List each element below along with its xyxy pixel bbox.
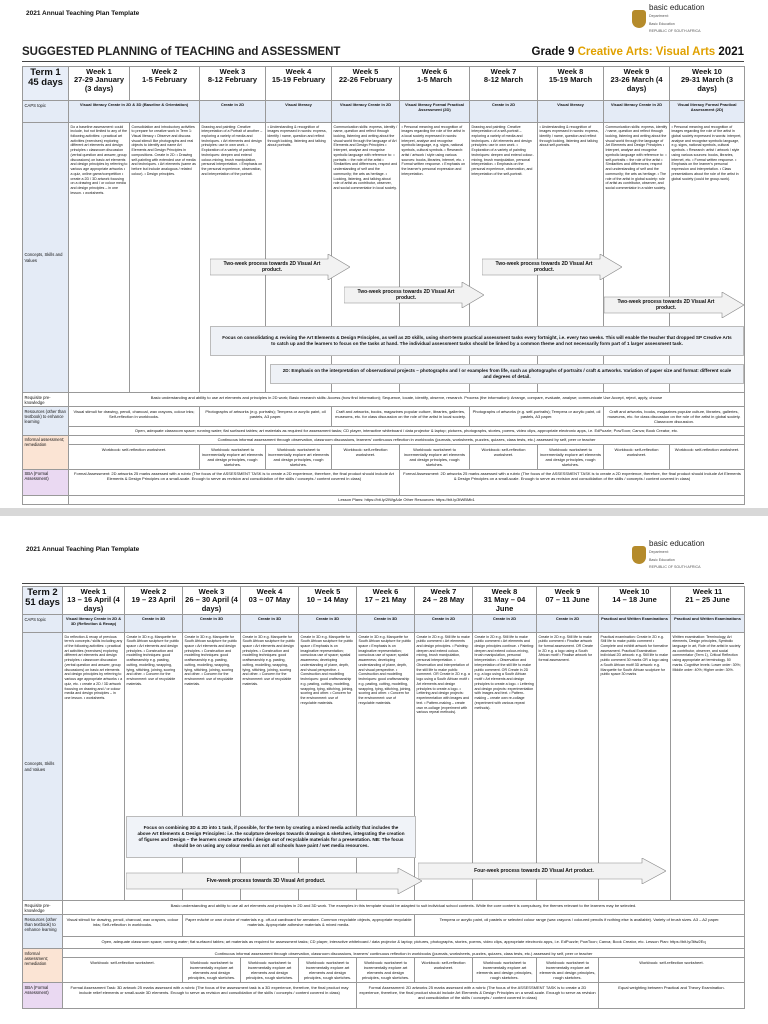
week-header: Week 5 22-26 February (332, 67, 400, 101)
caps-topic: Visual literacy Create in 2D & 3D (Baseline & Orientation) (69, 101, 200, 123)
week-header: Week 2 1-5 February (130, 67, 200, 101)
caps-topic: Create in 3D (241, 615, 299, 633)
week-header: Week 10 29-31 March (3 days) (670, 67, 745, 101)
coat-of-arms-icon (632, 10, 646, 28)
informal-item: Workbook: self-reflection worksheet. (670, 445, 745, 470)
caps-topic-label: CAPS topic (23, 101, 69, 123)
logo-sub: Department: (649, 550, 669, 555)
caps-topic: Visual literacy (266, 101, 332, 123)
sba-task: Formal Assessment: 2D artworks 25 marks assessed with a rubric (The focus of the ASSESSMENT TASK is to create a 2D experience, therefore, the final product should include Art Elements & Design Principles on a small-scale. Enough to serve as revision and consolidation of the skills / concepts / content covered in class) (357, 983, 599, 1009)
week-content: • Personal meaning and recognition of images regarding the role of the artist in a local society expressed in words: interpret, analyse and recognise symbolic language, e.g. signs, national symbols, cultural symbols. • Research: artist / artwork / style using various sources: books, libraries, internet, etc. • Formal written response. • Emphasis on the learner's personal expression and interpretation. (400, 123, 470, 393)
informal-item: Workbook: self-reflection worksheet. (63, 958, 183, 983)
prereq-text: Basic understanding and ability to use all art elements and principles in 2D and 3D work. The examples in this template should be adapted to suit individual school contexts. While the core content is compulsory, the themes relevant to the learners may be selected. (63, 901, 745, 915)
resources-label: Resources (other than textbook) to enhance learning (23, 407, 69, 436)
caps-topic: Visual literacy Create in 2D & 3D (Reflection & Recap) (63, 615, 125, 633)
logo-sub: REPUBLIC OF SOUTH AFRICA (649, 564, 701, 569)
caps-topic: Create in 2D (470, 101, 538, 123)
week-content: Create in 2D e.g. Still life to make public comment • Art elements and design principles. • Painting: deepen and extend colour-mixing, brush manipulation, personal interpretation. • Observation and interpretation of the still life to make public comment. OR Create in 2D e.g. a logo using a South African motif • Art elements and design principles to create a logo. • Lettering and design projects: experimentation with images and text. • Pattern-making – create own re-collage (experiment with various repeat methods). (415, 633, 473, 901)
week-content: Create in 2D e.g. Still life to make public comment • Finalise artwork for formal assessment. OR Create in 2D e.g. a logo using a South African motif • Finalise artwork for formal assessment. (537, 633, 599, 901)
informal-item: Workbook: worksheet to incrementally explore art elements and design principles, rough sketches. (299, 958, 357, 983)
resource-item: Paper mâché or own choice of materials e.g. off-cut cardboard for armature. Common recyclable objects, appropriate recyclable materials. Appropriate adhesive materials & mixed media. (183, 915, 415, 937)
page-title: SUGGESTED PLANNING of TEACHING and ASSESSMENT (22, 46, 341, 58)
caps-topic: Visual literacy Formal Practical Assessment (2D) (400, 101, 470, 123)
page-separator (0, 508, 768, 516)
term-header: Term 2 51 days (23, 587, 63, 615)
dbe-logo (632, 538, 740, 569)
resource-item: Visual stimuli for drawing, pencil, charcoal, wax crayons, colour inks; Self-reflection in workbooks. (69, 407, 200, 427)
informal-top: Continuous informal assessment through observation, classroom discussions, learners' continuous reflection in workbooks (journals, worksheets, puzzles, quizzes, class tests, etc.) assessed by self, peer or teacher (69, 435, 745, 444)
caps-topic: Create in 3D (357, 615, 415, 633)
resource-item: Craft and artworks, books, magazines popular culture, libraries, galleries, museums, etc. for class discussion on the role of the artist in global society. Classroom discussion. (604, 407, 745, 427)
week-header: Week 9 07 – 11 June (537, 587, 599, 615)
caps-topic-label: CAPS topic (23, 615, 63, 633)
week-content: Consolidation and introductory activities to prepare for creative work in Term 1: Visual literacy • Observe and discuss visual stimuli like photographs and real objects to identify and name Art Elements and Design Principles in compositions. Create in 2D: • Drawing self-painting with extended use of media and techniques. • Art elements (same as before but include analogous / related colour). • Design principles. (130, 123, 200, 393)
caps-topic: Visual literacy Formal Practical Assessment (2D) (670, 101, 745, 123)
prereq-text: Basic understanding and ability to use art elements and principles in 2D work; Basic research skills: Access (how find information); Sequence, locate, identify, observe, research. Process (the information): Arrange, compare, evaluate, analyse; communicate Use Accept, reject, apply, choose (69, 393, 745, 407)
sba-task: Formal Assessment Task: 3D artwork 25 marks assessed with a rubric (The focus of the assessment task is a 3D experience, therefore, the final product may include relief elements or small-scale 3D elements. Enough to serve as revision and consolidation of the skills / concepts / content covered in class) (63, 983, 357, 1009)
prereq-label: Requisite pre-knowledge (23, 901, 63, 915)
term2-table (22, 586, 745, 1009)
caps-topic: Create in 2D (473, 615, 537, 633)
logo-name: basic education (649, 2, 705, 12)
process-arrow: Four-week process towards 2D Visual Art product. (418, 858, 666, 884)
process-arrow: Two-week process towards 2D Visual Art product. (344, 282, 484, 308)
sba-label: SBA (Formal Assessment) (23, 469, 69, 495)
week-content: • Personal meaning and recognition of images regarding the role of the artist in global society expressed in words: interpret, analyse and recognise symbolic language, e.g. signs, national symbols, cultural symbols. • Research: artist / artwork / style using various sources: books, libraries, internet, etc. • Formal written response. • Emphasis on the learner's personal expression and interpretation. • Class presentations about the role of the artist in global society (could be group-work). (670, 123, 745, 393)
title-rule (22, 61, 744, 62)
logo-sub: Department: (649, 14, 669, 19)
week-header: Week 2 19 – 23 April (125, 587, 183, 615)
title-rule (22, 583, 744, 584)
week-header: Week 10 14 – 18 June (599, 587, 671, 615)
sba-task: Formal Assessment: 2D artworks 25 marks assessed with a rubric (The focus of the ASSESSMENT TASK is to create a 2D experience, therefore, the final product should include Art Elements & Design Principles on a small-scale. Enough to serve as revision and consolidation of the skills / concepts / content covered in class) (69, 469, 400, 495)
week-content: Create in 3D e.g. Marquette for South African sculpture for public space • Art elements and design principles. • Construction and modelling techniques: good craftsmanship e.g. pasting, cutting, modelling, wrapping, tying, stitching, joining, scoring and other. • Concern for the environment: use of recyclable materials. (241, 633, 299, 901)
week-header: Week 4 15-19 February (266, 67, 332, 101)
informal-label: Informal assessment; remediation (23, 949, 63, 983)
caps-topic: Visual literacy Create in 2D (332, 101, 400, 123)
resource-open-space: Open, adequate classroom space; running water; flat surfaced tables; art materials as required for assessment tasks; CD player, interactive whiteboard / data projector & laptop; pictures, photographs, stories, poems, video clips, appropriate electronic apps, i.e. EdPuzzle; PowToon; Canva; Book Creator, etc. Lesson Plan: https://bit.ly/3tlw2Eq (63, 937, 745, 949)
template-label: 2021 Annual Teaching Plan Template (26, 10, 140, 17)
week-header: Week 4 03 – 07 May (241, 587, 299, 615)
informal-item: Workbook: self-reflection worksheet. (332, 445, 400, 470)
lesson-plan-links: Lesson Plans: https://bit.ly/2IWgA4e Other Resources: https://bit.ly/3tWBMb1 (69, 495, 745, 504)
informal-item: Workbook: worksheet to incrementally explore art elements and design principles, rough sketches. (241, 958, 299, 983)
grade-title: Grade 9 Creative Arts: Visual Arts 2021 (531, 46, 744, 58)
week-header: Week 3 8-12 February (200, 67, 266, 101)
resource-item: Tempera or acrylic paint, oil pastels or selected colour range (wax crayons / coloured pencils if nothing else is available). Variety of brush sizes. A3 – A2 paper. (415, 915, 745, 937)
process-arrow: Two-week process towards 2D Visual Art product. (482, 254, 622, 280)
informal-item: Workbook: worksheet to incrementally explore art elements and design principles, rough sketches. (473, 958, 537, 983)
week-content: Create in 3D e.g. Marquette for South African sculpture for public space • Art elements and design principles. • Construction and modelling techniques: good craftsmanship e.g. pasting, cutting, modelling, wrapping, tying, stitching, joining, scoring and other. • Concern for the environment: use of recyclable materials. (183, 633, 241, 901)
informal-item: Workbook: worksheet to incrementally explore art elements and design principles, rough sketches. (538, 445, 604, 470)
focus-note: Focus on consolidating & revising the Art Elements & Design Principles, as well as 2D skills, using short-term practical assessment tasks every fortnight, i.e. every two weeks. This will enable the teacher that dropped SP Creative Arts to catch up and the learners to focus on the tasks at hand. The individual assessment tasks should be linked by a common theme and not necessarily form part of 1 larger assessment task. (210, 326, 744, 356)
week-content: Communication skills: express, identify / name, question and reflect through looking, listening and writing about the visual world through the language of Art Elements and Design Principles • Interpret, analyse and recognise symbolic language with reference to: ○ self-portraits ○ the role of the artist • Similarities and differences; respect and understanding of self and the community; the arts as heritage. • The role of the artist in global society: role of artist as contributor, observer, and social commentator in a wider society. (604, 123, 670, 393)
resources-label: Resources (other than textbook) to enhance learning (23, 915, 63, 949)
week-header: Week 11 21 – 25 June (671, 587, 745, 615)
week-header: Week 9 23-26 March (4 days) (604, 67, 670, 101)
week-header: Week 7 24 – 28 May (415, 587, 473, 615)
informal-item: Workbook: worksheet to incrementally explore art elements and design principles, rough sketches. (183, 958, 241, 983)
focus-note: Focus on combining 3D & 2D into 1 task, if possible, for the term by creating a mixed media activity that includes the above Art Elements & Design Principles: i.e. the sculpture develops towards drawings & sketches, integrating the creation of figures and Design – the learners create artworks / design out of recyclable materials for a presentation. NB: The focus should be on using any colour media as not all schools have paint / wet media resources. (126, 816, 416, 858)
week-header: Week 5 10 – 14 May (299, 587, 357, 615)
logo-name: basic education (649, 538, 705, 548)
resource-item: Photographs of artworks (e.g. portraits); Tempera or acrylic paint, oil pastels, A3 paper. (200, 407, 332, 427)
sba-task: Equal weighting between Practical and Theory Examination. (599, 983, 745, 1009)
emphasis-note: 2D: Emphasis on the interpretation of observational projects – photographs and / or examples from life, such as photographs of portraits / craft & artworks. Variation of paper size and format: different scale and degrees of detail. (270, 364, 744, 384)
caps-topic: Visual literacy (538, 101, 604, 123)
caps-topic: Practical and Written Examinations (599, 615, 671, 633)
week-header: Week 6 17 – 21 May (357, 587, 415, 615)
sba-label: SBA (Formal Assessment) (23, 983, 63, 1009)
week-header: Week 3 26 – 30 April (4 days) (183, 587, 241, 615)
week-header: Week 6 1-5 March (400, 67, 470, 101)
concepts-label: Concepts, Skills and Values (23, 633, 63, 901)
week-content: Create in 3D e.g. Marquette for South African sculpture for public space • Emphasis is on imaginative representation; conscious use of space; spatial awareness; developing understanding of plane, depth, and visual perspective. • Construction and modelling techniques: good craftsmanship e.g. pasting, cutting, modelling, wrapping, tying, stitching, joining, scoring and other. • Concern for the environment: use of recyclable materials. (357, 633, 415, 901)
process-arrow: Two-week process towards 2D Visual Art product. (210, 254, 350, 280)
informal-item: Workbook: self-reflection worksheet. (604, 445, 670, 470)
resource-open-space: Open, adequate classroom space; running water; flat surfaced tables; art materials as required for assessment tasks; CD player, interactive whiteboard / data projector & laptop; pictures, photographs, stories, poems, video clips, appropriate electronic apps, i.e. EdPuzzle; PowToon; Canva; Book Creator, etc. (69, 426, 745, 435)
prereq-label: Requisite pre-knowledge (23, 393, 69, 407)
informal-item: Workbook: self-reflection worksheet. (470, 445, 538, 470)
week-content: Written examination: Terminology, Art elements, Design principles, Symbolic language in art, Role of the artist in society as contributor, observer, and social commentator (Term 1), Critical Reflection using appropriate art terminology. 50 marks. Cognitive levels: Lower order: 30%; Middle order: 40%; Higher order: 30%. (671, 633, 745, 901)
caps-topic: Create in 3D (183, 615, 241, 633)
informal-item: Workbook: self-reflection worksheet. (69, 445, 200, 470)
concepts-label: Concepts, Skills and Values (23, 123, 69, 393)
week-content: Drawing and painting: Creative interpretation of a self-portrait – exploring a variety of media and techniques. • Art elements and design principles: use in own work. • Exploration of a variety of painting techniques: deepen and extend colour-mixing, brush manipulation, personal interpretation. • Emphasis on the personal experience, observation, and interpretation of the self-portrait. (470, 123, 538, 393)
week-content: Drawing and painting: Creative interpretation of a Portrait of another – exploring a variety of media and techniques. • Art elements and design principles: use in own work. • Exploration of a variety of painting techniques: deepen and extend colour-mixing, brush manipulation, personal interpretation. • Emphasis on the personal experience, observation, and interpretation of the portrait. (200, 123, 266, 393)
template-label: 2021 Annual Teaching Plan Template (26, 546, 140, 553)
week-header: Week 8 15-19 March (538, 67, 604, 101)
informal-item: Workbook: worksheet to incrementally explore art elements and design principles, rough sketches. (200, 445, 266, 470)
logo-sub: Basic Education (649, 21, 675, 26)
resource-item: Craft and artworks, books, magazines popular culture, libraries, galleries, museums, etc. for class discussion on the role of the artist in local society. (332, 407, 470, 427)
caps-topic: Practical and Written Examinations (671, 615, 745, 633)
logo-sub: Basic Education (649, 557, 675, 562)
logo-sub: REPUBLIC OF SOUTH AFRICA (649, 28, 701, 33)
week-content: Do reflection & recap of previous term's concepts / skills including any of the following activities: • practical art activities (exercises) exploring different art elements and design principles • classroom discussion (verbal question and answer, group discussions) on basic art elements and design principles by referring to various age appropriate artworks • a quiz, etc. • create a 2D / 3D artwork focusing on drawing and / or colour media and design principles – in one lesson. • worksheets. (63, 633, 125, 901)
week-content: Practical examination: Create in 2D e.g. Still life to make public comment • Complete and exhibit artwork for formative assessment. Practical Examination: individual 2D artwork: e.g. Still life to make public comment 30 marks OR a logo using a South African motif 3D artwork: e.g. Marquette for South African sculpture for public space 30 marks (599, 633, 671, 901)
sba-task: Formal Assessment: 2D artworks 25 marks assessed with a rubric (The focus of the ASSESSMENT TASK is to create a 2D experience, therefore, the final product should include Art Elements & Design Principles on a small-scale. Enough to serve as revision and consolidation of the skills / concepts / content covered in class) (400, 469, 745, 495)
caps-topic: Create in 2D (415, 615, 473, 633)
term2-page (0, 516, 768, 1024)
week-content: Communication skills: express, identify / name, question and reflect through looking, listening and writing about the visual world through the language of Art Elements and Design Principles • Interpret, analyse and recognise symbolic language with reference to: ○ portraits ○ the role of the artist • Similarities and differences, respect and understanding of self and the community; the arts as heritage. • Looking, listening, and talking about role of artist as contributor, observer, and social commentator in local society. (332, 123, 400, 393)
week-content: • Understanding & recognition of images expressed in words: express, identify / name, question and reflect through looking, listening and talking about portraits. (266, 123, 332, 393)
informal-label: Informal assessment; remediation (23, 435, 69, 469)
coat-of-arms-icon (632, 546, 646, 564)
informal-item: Workbook: worksheet to incrementally explore art elements and design principles, rough sketches. (357, 958, 415, 983)
week-header: Week 8 31 May – 04 June (473, 587, 537, 615)
week-content: • Understanding & recognition of images expressed in words: express, identify / name, question and reflect through looking, listening and talking about self-portraits. (538, 123, 604, 393)
week-content: Do a baseline assessment: could include, but not limited to any of the following activities: • practical art activities (exercises) exploring different art elements and design principles • classroom discussion (verbal question and answer, group discussions) on basic art elements and design principles by referring to various age appropriate artworks • a quiz, online game/competition • create a 2D / 3D artwork focusing on a drawing and / or colour media and design principles – in one lesson. • worksheets. (69, 123, 130, 393)
caps-topic: Create in 3D (125, 615, 183, 633)
dbe-logo (632, 2, 740, 33)
week-content: Create in 2D e.g. Still life to make public comment • Art elements and design principles continue. • Painting: deepen and extend colour-mixing, brush manipulation, personal interpretation. • Observation and interpretation of the still life to make public comment. OR Create in 2D e.g. a logo using a South African motif • Art elements and design principles to create a logo. • Lettering and design projects: experimentation with images and text. • Pattern-making – create own re-collage (experiment with various repeat methods). (473, 633, 537, 901)
caps-topic: Create in 3D (299, 615, 357, 633)
caps-topic: Create in 2D (537, 615, 599, 633)
informal-item: Workbook: self-reflection worksheet. (415, 958, 473, 983)
resource-item: Visual stimuli for drawing, pencil, charcoal, wax crayons, colour inks; Self-reflection in workbooks. (63, 915, 183, 937)
week-content: Create in 3D e.g. Marquette for South African sculpture for public space • Emphasis is on imaginative representation; conscious use of space; spatial awareness; developing understanding of plane, depth, and visual perspective. • Construction and modelling techniques: good craftsmanship e.g. pasting, cutting, modelling, wrapping, tying, stitching, joining, scoring and other. • Concern for the environment: use of recyclable materials. (299, 633, 357, 901)
informal-item: Workbook: worksheet to incrementally explore art elements and design principles, rough sketches. (266, 445, 332, 470)
informal-item: Workbook: worksheet to incrementally explore art elements and design principles, rough sketches. (400, 445, 470, 470)
caps-topic: Create in 2D (200, 101, 266, 123)
week-header: Week 1 13 – 16 April (4 days) (63, 587, 125, 615)
term1-page (0, 0, 768, 508)
informal-item: Workbook: self-reflection worksheet. (599, 958, 745, 983)
process-arrow: Five-week process towards 3D Visual Art product. (126, 868, 422, 894)
informal-item: Workbook: worksheet to incrementally explore art elements and design principles, rough sketches. (537, 958, 599, 983)
week-header: Week 7 8-12 March (470, 67, 538, 101)
resource-item: Photographs of artworks (e.g. self-portraits); Tempera or acrylic paint, oil pastels, A3 paper. (470, 407, 604, 427)
term-header: Term 1 45 days (23, 67, 69, 101)
caps-topic: Visual literacy Create in 2D (604, 101, 670, 123)
informal-top: Continuous informal assessment through observation, classroom discussions, learners' continuous reflection in workbooks (journals, worksheets, puzzles, quizzes, class tests, etc.) assessed by self, peer or teacher (63, 949, 745, 958)
week-header: Week 1 27-29 January (3 days) (69, 67, 130, 101)
process-arrow: Two-week process towards 2D Visual Art product. (604, 292, 744, 318)
week-content: Create in 3D e.g. Marquette for South African sculpture for public space • Art elements and design principles. • Construction and modelling techniques: good craftsmanship e.g. pasting, cutting, modelling, wrapping, tying, stitching, joining, scoring and other. • Concern for the environment: use of recyclable materials. (125, 633, 183, 901)
